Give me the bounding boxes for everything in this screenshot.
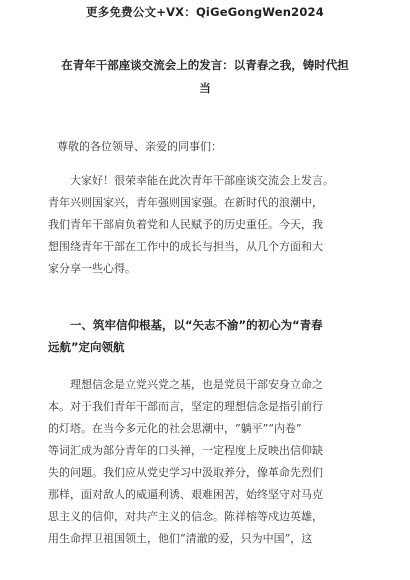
paragraph-line: 大家好！很荣幸能在此次青年干部座谈交流会上发言。 xyxy=(70,174,334,187)
paragraph-line: 想围绕青年干部在工作中的成长与担当，从几个方面和大 xyxy=(48,240,323,253)
paragraph-line: 失的问题。我们应从党史学习中汲取养分，像革命先烈们 xyxy=(48,466,323,479)
heading-line: 远航”定向领航 xyxy=(48,340,125,354)
section-paragraph-1 xyxy=(48,374,366,550)
title-line: 在青年干部座谈交流会上的发言：以青春之我，铸时代担 xyxy=(61,58,349,72)
paragraph-line: 本。对于我们青年干部而言，坚定的理想信念是指引前行 xyxy=(48,400,323,413)
greeting: 尊敬的各位领导、亲爱的同事们： xyxy=(57,140,222,153)
paragraph-line: 思主义的信仰，对共产主义的信念。陈祥榕等戍边英雄， xyxy=(48,510,323,523)
document-title xyxy=(40,54,370,100)
paragraph-line: 等词汇成为部分青年的口头禅，一定程度上反映出信仰缺 xyxy=(48,444,323,457)
paragraph-line: 青年兴则国家兴，青年强则国家强。在新时代的浪潮中， xyxy=(48,196,323,209)
paragraph-line: 的灯塔。在当今多元化的社会思潮中，“躺平”“内卷” xyxy=(48,422,302,435)
paragraph-line: 用生命捍卫祖国领土，他们“清澈的爱，只为中国”，这 xyxy=(48,532,313,545)
paragraph-line: 那样，面对敌人的威逼利诱、艰难困苦，始终坚守对马克 xyxy=(48,488,323,501)
opening-paragraph xyxy=(48,170,366,280)
paragraph-line: 理想信念是立党兴党之基，也是党员干部安身立命之 xyxy=(70,378,323,391)
heading-line: 一、筑牢信仰根基，以“矢志不渝”的初心为“青春 xyxy=(70,318,323,332)
title-line: 当 xyxy=(199,81,211,95)
promo-banner: 更多免费公文+VX：QiGeGongWen2024 xyxy=(86,5,324,19)
section-heading-1 xyxy=(48,314,366,358)
paragraph-line: 我们青年干部肩负着党和人民赋予的历史重任。今天，我 xyxy=(48,218,323,231)
paragraph-line: 家分享一些心得。 xyxy=(48,262,136,275)
